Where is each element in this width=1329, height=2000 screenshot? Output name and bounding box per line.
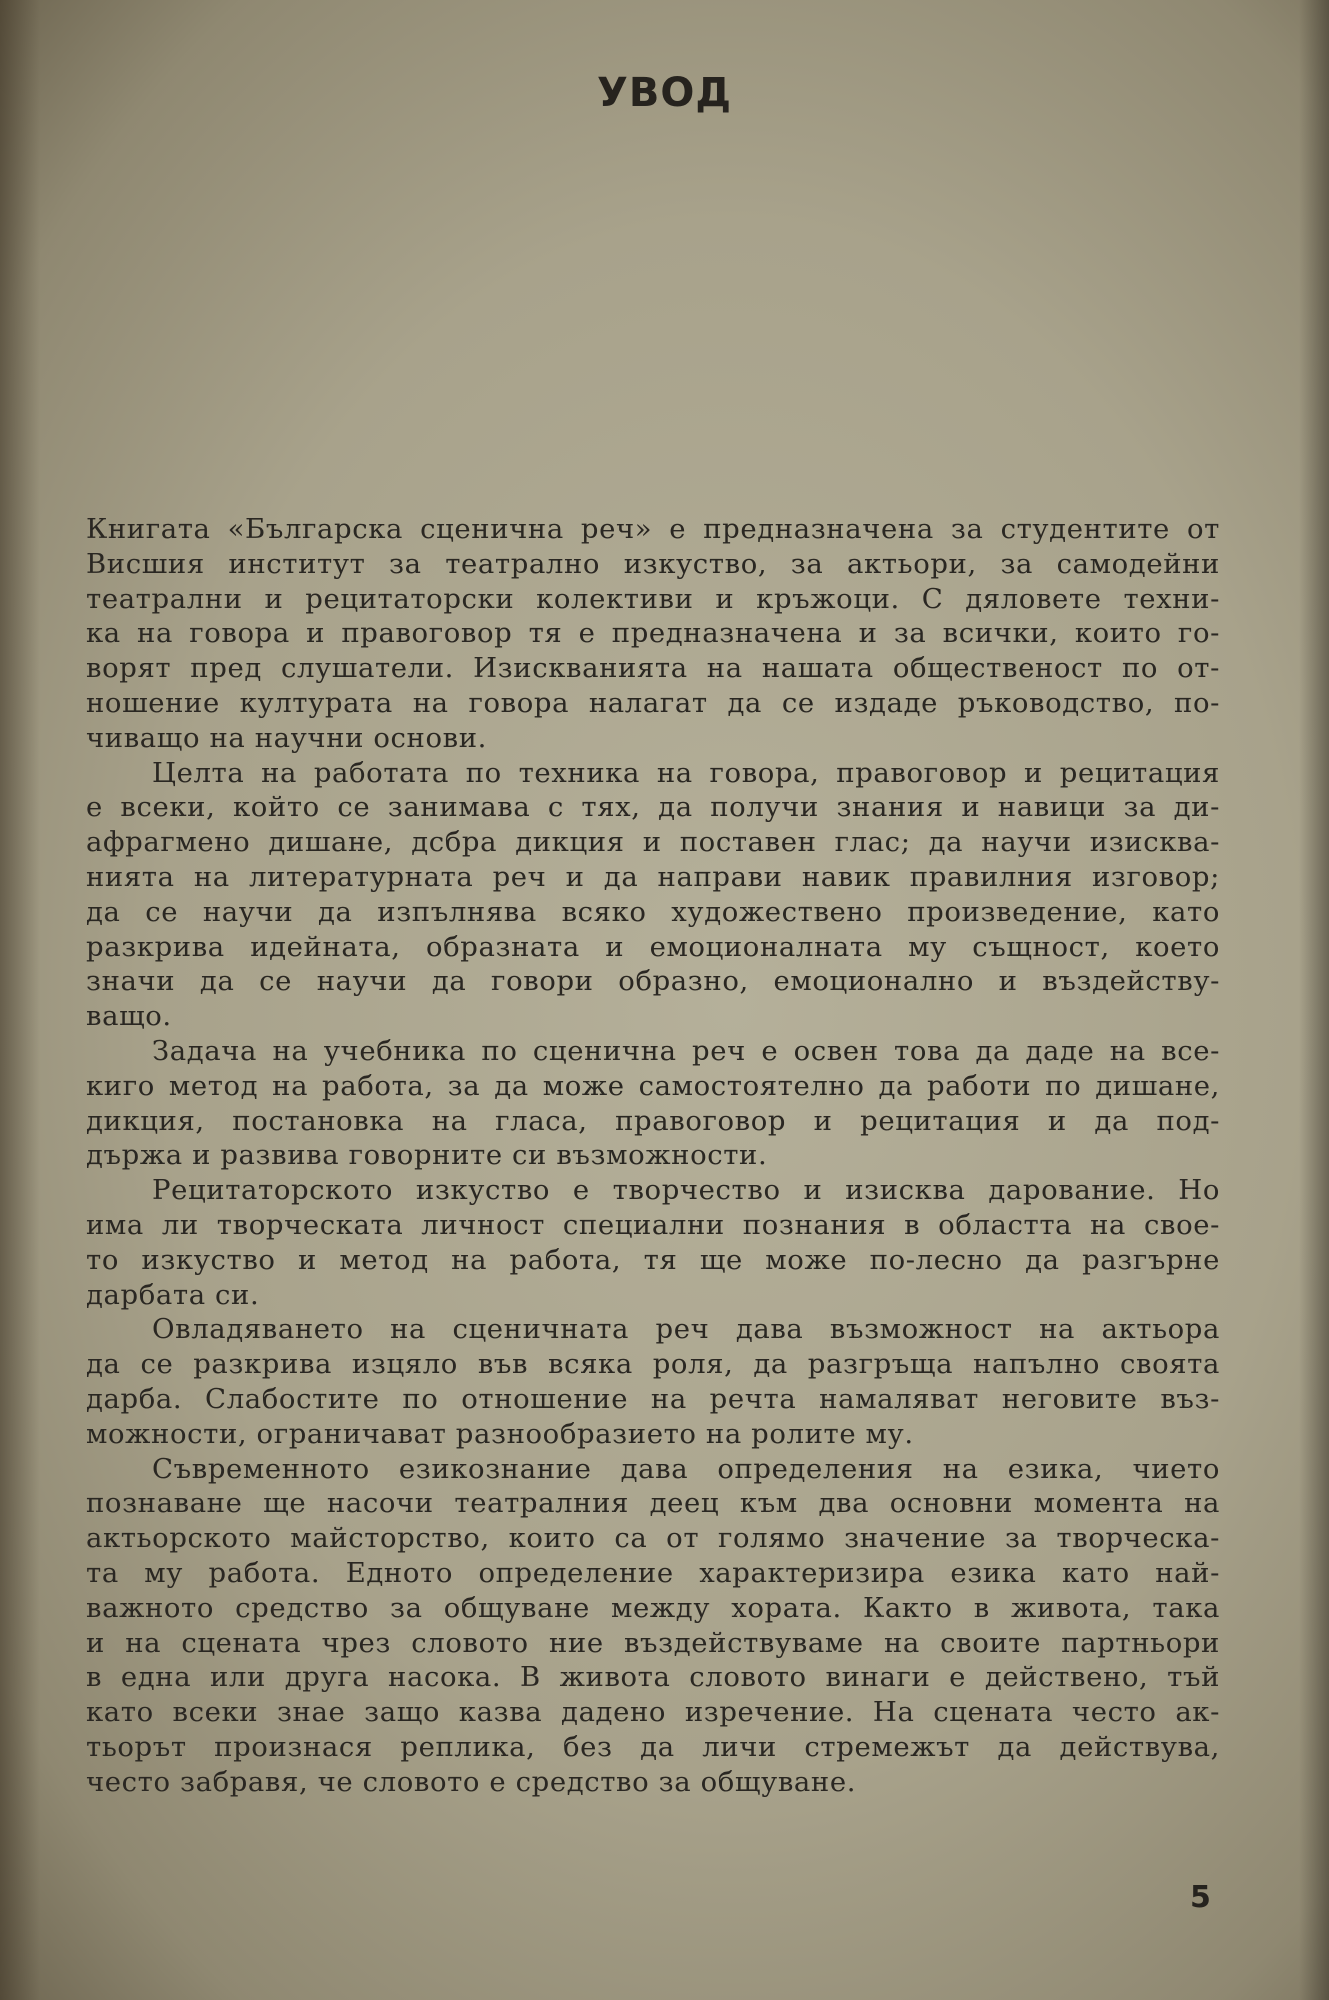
text-line: ка на говора и правоговор тя е предназначена и за всички, които го- <box>86 617 1220 650</box>
text-line: в една или друга насока. В живота словото винаги е действено, тъй <box>86 1661 1220 1694</box>
text-line: държа и развива говорните си възможности. <box>86 1139 768 1172</box>
text-line: често забравя, че словото е средство за общуване. <box>86 1765 857 1798</box>
text-line: то изкуство и метод на работа, тя ще може по-лесно да разгърне <box>86 1243 1220 1276</box>
text-line: значи да се научи да говори образно, емоционално и въздейству- <box>86 965 1220 998</box>
chapter-title: УВОД <box>597 70 732 116</box>
text-line: афрагмено дишане, дсбра дикция и поставен глас; да научи изисква- <box>86 826 1220 859</box>
text-line: театрални и рецитаторски колективи и кръжоци. С дяловете техни- <box>86 582 1220 615</box>
text-line: и на сцената чрез словото ние въздействуваме на своите партньори <box>86 1626 1220 1659</box>
paragraph <box>86 756 1220 1034</box>
text-line: да се разкрива изцяло във всяка роля, да разгръща напълно своята <box>86 1348 1220 1381</box>
text-line: е всеки, който се занимава с тях, да получи знания и навици за ди- <box>86 791 1220 824</box>
text-line: дикция, постановка на гласа, правоговор и рецитация и да под- <box>86 1104 1220 1137</box>
text-line: Книгата «Българска сценична реч» е предназначена за студентите от <box>86 513 1220 545</box>
text-line: ношение културата на говора налагат да се издаде ръководство, по- <box>86 686 1220 719</box>
paragraph <box>86 1452 1220 1800</box>
paragraph <box>86 1173 1220 1312</box>
text-line: да се научи да изпълнява всяко художествено произведение, като <box>86 895 1220 928</box>
text-line: нията на литературната реч и да направи навик правилния изговор; <box>86 860 1220 893</box>
text-line: Рецитаторското изкуство е творчество и изисква дарование. Но <box>152 1174 1220 1207</box>
text-line: дарбата си. <box>86 1278 260 1311</box>
paragraph <box>86 1312 1220 1451</box>
text-line: тьорът произнася реплика, без да личи стремежът да действува, <box>86 1730 1220 1763</box>
paragraph <box>86 512 1220 756</box>
text-line: има ли творческата личност специални познания в областта на свое- <box>86 1208 1220 1241</box>
body-text <box>86 512 1220 1799</box>
text-line: чиващо на научни основи. <box>86 721 487 754</box>
text-line: познаване ще насочи театралния деец към два основни момента на <box>86 1487 1220 1520</box>
text-line: разкрива идейната, образната и емоционалната му същност, което <box>86 930 1220 963</box>
text-line: Овладяването на сценичната реч дава възможност на актьора <box>152 1313 1220 1346</box>
text-line: Задача на учебника по сценична реч е освен това да даде на все- <box>152 1034 1220 1067</box>
text-line: Съвременното езикознание дава определения на езика, чието <box>152 1452 1220 1485</box>
text-line: ворят пред слушатели. Изискванията на нашата общественост по от- <box>86 652 1220 685</box>
text-line: важното средство за общуване между хората. Както в живота, така <box>86 1591 1220 1624</box>
text-line: можности, ограничават разнообразието на ролите му. <box>86 1417 914 1450</box>
text-line: като всеки знае защо казва дадено изречение. На сцената често ак- <box>86 1696 1220 1729</box>
text-line: та му работа. Едното определение характеризира езика като най- <box>86 1556 1220 1589</box>
text-line: ващо. <box>86 1000 172 1033</box>
text-line: Целта на работата по техника на говора, правоговор и рецитация <box>152 756 1220 789</box>
text-line: актьорското майсторство, които са от голямо значение за творческа- <box>86 1522 1220 1555</box>
text-line: киго метод на работа, за да може самостоятелно да работи по дишане, <box>86 1069 1220 1102</box>
page-number: 5 <box>1190 1880 1211 1915</box>
text-line: Висшия институт за театрално изкуство, за актьори, за самодейни <box>86 547 1220 580</box>
text-line: дарба. Слабостите по отношение на речта намаляват неговите въз- <box>86 1382 1220 1415</box>
paragraph <box>86 1034 1220 1173</box>
